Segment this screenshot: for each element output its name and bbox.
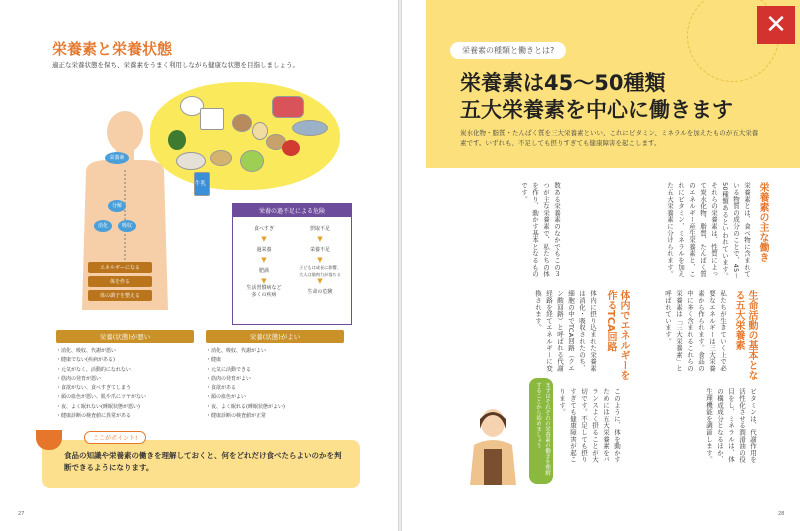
page-title: 栄養素と栄養状態 bbox=[52, 40, 173, 58]
point-tag: ここがポイント! bbox=[84, 431, 146, 444]
fish-icon bbox=[292, 120, 328, 136]
down-arrow-icon: ▼ bbox=[317, 256, 323, 264]
page-number: 27 bbox=[18, 511, 25, 517]
heading-tca-cycle: 体内でエネルギーを作るTCA回路 bbox=[605, 290, 629, 380]
heading-main-functions: 栄養素の主な働き bbox=[757, 182, 768, 262]
right-page bbox=[402, 0, 800, 531]
list-item: ・顔の血色がよい bbox=[206, 394, 247, 401]
list-item: ・健康診断の検査値が正常 bbox=[206, 413, 267, 420]
flow-item: 食べすぎ bbox=[253, 226, 274, 232]
function-steps bbox=[88, 262, 152, 304]
list-item: ・顔の血色が悪い、肌や爪にツヤがない bbox=[56, 394, 147, 401]
down-arrow-icon: ▼ bbox=[261, 235, 267, 243]
lettuce-icon bbox=[240, 150, 264, 172]
body-column: 栄養素とは、食べ物に含まれている物質の成分のことで、45〜50種類あるといわれています。それらの栄養素は、性質によって炭水化物、脂質、たんぱく質のエネルギー産生栄養素と、これにビタミン、ミネラルを加えた五大栄養素に分けられます。 bbox=[666, 182, 751, 280]
list-item: ・食欲がない、食べすぎてしまう bbox=[56, 385, 132, 392]
body-column: 私たちが生きていく上で必要なエネルギーは三大栄養素から作られます。食品の中に多く含まれるこれらの栄養素は「三大栄養素」と呼ばれています。 bbox=[664, 290, 727, 372]
list-item: ・筋肉の発育がよい bbox=[206, 375, 252, 382]
tomato-icon bbox=[282, 140, 300, 156]
list-item: ・健康診断の検査値に異常がある bbox=[56, 413, 132, 420]
badge-absorption: 吸収 bbox=[118, 220, 136, 232]
down-arrow-icon: ▼ bbox=[317, 235, 323, 243]
flow-item: 多くの疾病 bbox=[251, 292, 277, 298]
close-button[interactable]: ✕ bbox=[757, 6, 795, 44]
down-arrow-icon: ▼ bbox=[317, 277, 323, 285]
heading-line-1: 栄養素は45〜50種類 bbox=[460, 71, 666, 95]
body-column: 数ある栄養素のなかでもこの３つが主な栄養素で、私たちの体を作り、動かす基本となるものです。 bbox=[520, 182, 561, 278]
list-item: ・健康でない(疾病がある) bbox=[56, 357, 115, 364]
egg-icon bbox=[252, 122, 268, 140]
flow-item: 生命の危険 bbox=[307, 289, 333, 295]
badge-nutrient: 栄養素 bbox=[105, 152, 129, 164]
body-column: 体内に摂り込まれた栄養素は消化・吸収されたのち、細胞の中でTCA回路（クエン酸回路）と呼ばれる代謝経路を経てエネルギーに変換されます。 bbox=[534, 290, 597, 372]
point-text: 食品の知識や栄養素の働きを理解しておくと、何をどれだけ食べたらよいのかを判断できるようになります。 bbox=[64, 451, 342, 472]
page-lead: 適正な栄養状態を保ち、栄養素をうまく利用しながら健康な状態を目指しましょう。 bbox=[52, 61, 299, 69]
down-arrow-icon: ▼ bbox=[261, 277, 267, 285]
section-heading bbox=[460, 70, 733, 124]
list-item: ・筋肉の発育が悪い bbox=[56, 375, 102, 382]
bad-status-panel bbox=[56, 330, 194, 421]
list-item: ・元気に活動できる bbox=[206, 366, 252, 373]
heading-five-nutrients: 生命活動の基本となる五大栄養素 bbox=[733, 290, 757, 380]
list-item: ・元気がなく、活動的になれない bbox=[56, 366, 131, 373]
flow-item: 栄養不足 bbox=[309, 247, 330, 253]
body-column: ビタミンは、代謝作用を活性化させる潤滑油の役目をし、ミネラルは、体の構成成分となるほか、生理機能を調節します。 bbox=[705, 388, 757, 463]
heading-line-2: 五大栄養素を中心に働きます bbox=[460, 98, 733, 122]
good-status-list bbox=[206, 347, 344, 421]
flow-item: 大人は筋肉力が落ちる bbox=[299, 272, 341, 277]
mushroom-icon bbox=[232, 114, 252, 132]
speech-bubble: まずはそれぞれの栄養素の働きを理解することから始めましょう bbox=[529, 378, 553, 484]
section-subtitle: 栄養素の種類と働きとは? bbox=[450, 42, 566, 59]
list-item: ・消化、吸収、代謝がよい bbox=[206, 348, 267, 354]
good-status-title: 栄養(状態)がよい bbox=[206, 330, 344, 343]
oyster-icon bbox=[176, 152, 206, 170]
step-build-body: 体を作る bbox=[88, 276, 152, 287]
good-status-panel bbox=[206, 330, 344, 421]
list-item: ・夜、よく眠れる(睡眠状態がよい) bbox=[206, 403, 285, 410]
step-regulate: 体の調子を整える bbox=[88, 290, 152, 301]
overeating-column bbox=[237, 222, 291, 299]
flow-item: 摂取不足 bbox=[309, 226, 330, 232]
page-number: 28 bbox=[778, 511, 785, 517]
badge-decompose: 分解 bbox=[108, 200, 126, 212]
beans-icon bbox=[210, 150, 232, 166]
down-arrow-icon: ▼ bbox=[261, 256, 267, 264]
meat-icon bbox=[272, 96, 304, 118]
bad-status-list bbox=[56, 347, 194, 421]
left-page bbox=[0, 0, 398, 531]
section-lead: 炭水化物・脂質・たんぱく質を三大栄養素といい、これにビタミン、ミネラルを加えたものが五大栄養素です。いずれも、不足しても摂りすぎても健康障害を起こします。 bbox=[460, 129, 759, 147]
list-item: ・食欲がある bbox=[206, 385, 237, 392]
badge-digestion: 消化 bbox=[94, 220, 112, 232]
flow-item: 子どもは成長に影響、 bbox=[299, 265, 341, 270]
flow-item: 過栄養 bbox=[256, 247, 272, 253]
flow-item: 生活習慣病など bbox=[246, 285, 282, 291]
list-item: ・夜、よく眠れない(睡眠状態が悪い) bbox=[56, 403, 140, 410]
deficiency-chart bbox=[232, 203, 352, 325]
step-energy: エネルギーになる bbox=[88, 262, 152, 273]
flow-item: 肥満 bbox=[258, 268, 269, 274]
tofu-icon bbox=[200, 108, 224, 130]
body-column: このように、体を動かすためには五大栄養素をバランスよく摂ることが大切です。不足しても摂りすぎても健康障害が起こります。 bbox=[558, 388, 621, 463]
deficiency-title: 栄養の過不足による危険 bbox=[233, 204, 351, 217]
list-item: ・健康 bbox=[206, 357, 222, 364]
list-item: ・消化、吸収、代謝が悪い bbox=[56, 348, 117, 354]
nutritionist-illustration bbox=[466, 405, 521, 485]
milk-label: 牛乳 bbox=[195, 181, 207, 187]
undereating-column bbox=[293, 222, 347, 299]
bad-status-title: 栄養(状態)が悪い bbox=[56, 330, 194, 343]
